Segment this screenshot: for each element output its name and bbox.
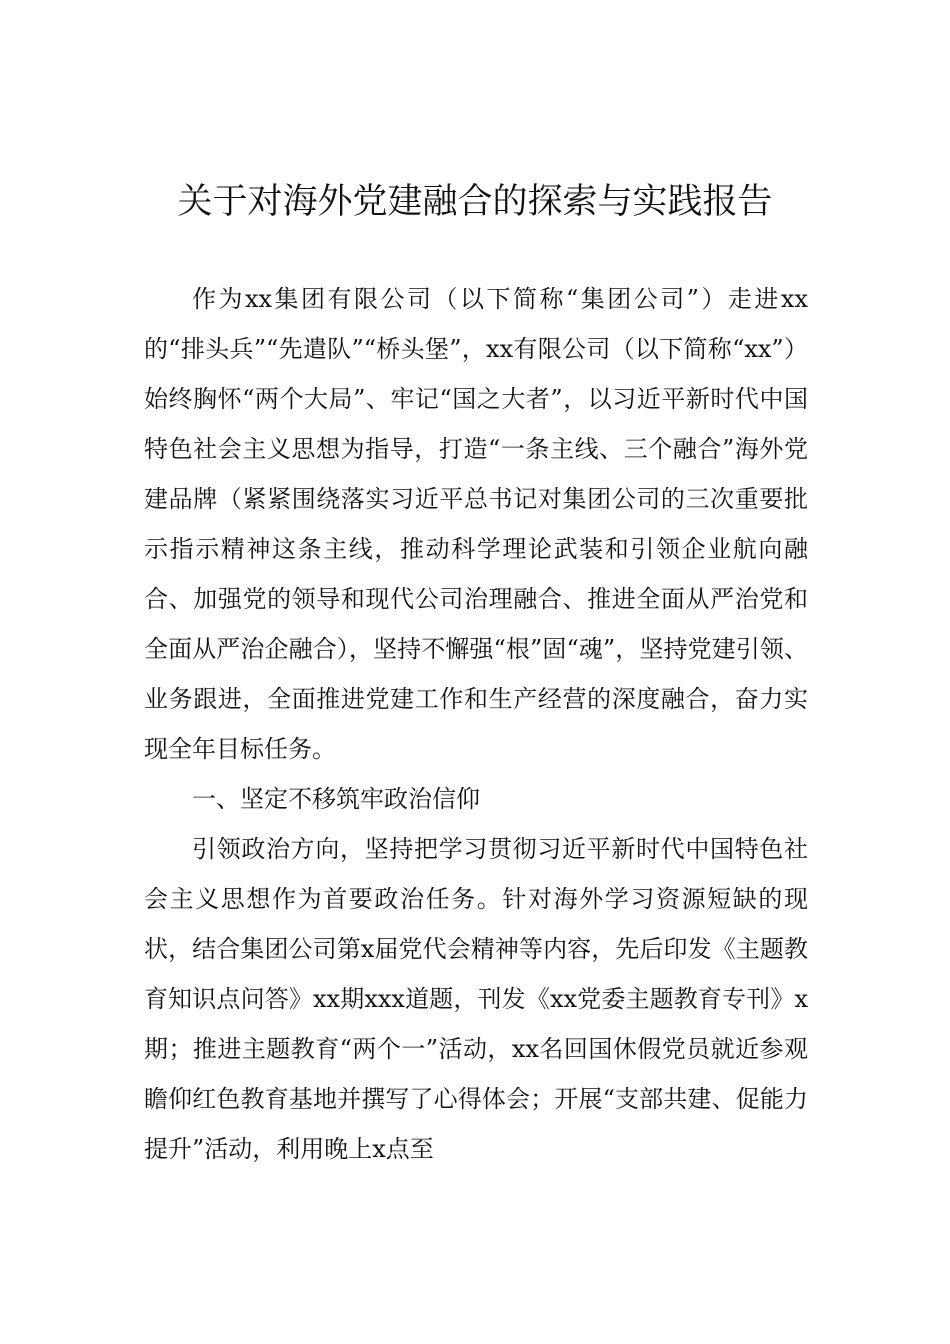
intro-paragraph: 作为xx集团有限公司（以下简称“集团公司”）走进xx的“排头兵”“先遣队”“桥头堡”，xx有限公司（以下简称“xx”）始终胸怀“两个大局”、牢记“国之大者”，以习近平新时代中国特色社会主义思想为指导，打造“一条主线、三个融合”海外党建品牌（紧紧围绕落实习近平总书记对集团公司的三次重要批示指示精神这条主线，推动科学理论武装和引领企业航向融合、加强党的领导和现代公司治理融合、推进全面从严治党和全面从严治企融合），坚持不懈强“根”固“魂”，坚持党建引领、业务跟进，全面推进党建工作和生产经营的深度融合，奋力实现全年目标任务。 bbox=[144, 285, 808, 763]
document-title: 关于对海外党建融合的探索与实践报告 bbox=[177, 182, 773, 222]
document-body bbox=[144, 274, 808, 1174]
section-paragraph: 引领政治方向，坚持把学习贯彻习近平新时代中国特色社会主义思想作为首要政治任务。针对海外学习资源短缺的现状，结合集团公司第x届党代会精神等内容，先后印发《主题教育知识点问答》xx期xxx道题，刊发《xx党委主题教育专刊》x期；推进主题教育“两个一”活动，xx名回国休假党员就近参观瞻仰红色教育基地并撰写了心得体会；开展“支部共建、促能力提升”活动，利用晚上x点至 bbox=[144, 835, 808, 1163]
section-heading: 一、坚定不移筑牢政治信仰 bbox=[192, 785, 480, 813]
